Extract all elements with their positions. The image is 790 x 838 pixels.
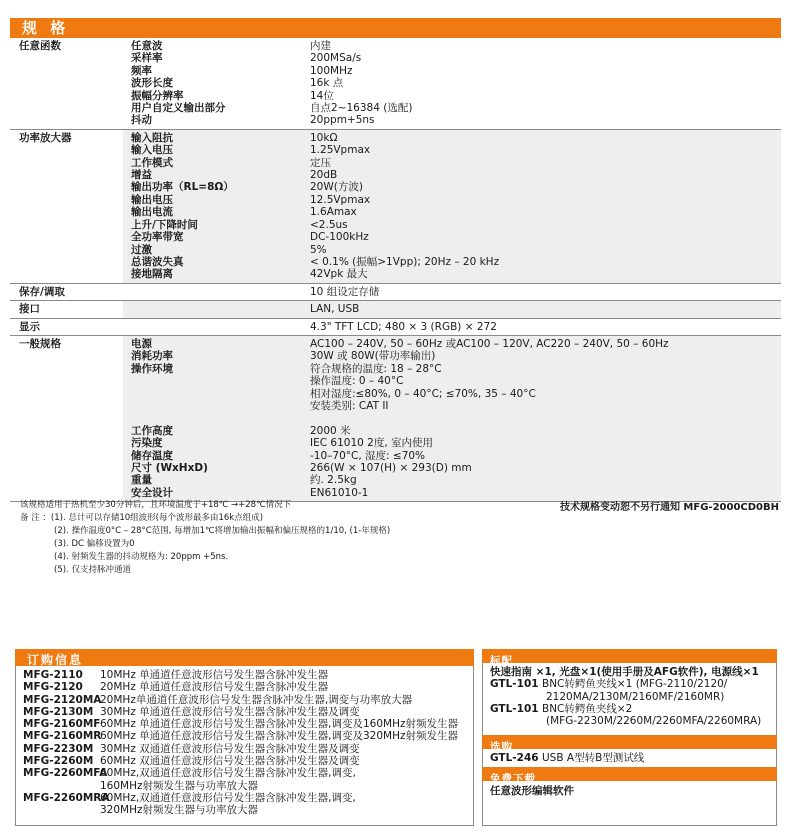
accessory-desc: 2120MA/2130M/2160MF/2160MR) — [546, 690, 725, 703]
order-desc: 160MHz射频发生器与功率放大器 — [100, 779, 259, 792]
accessory-desc: (MFG-2230M/2260M/2260MFA/2260MRA) — [546, 715, 762, 728]
list-item — [23, 730, 458, 742]
spec-category: 显示 — [10, 318, 123, 335]
accessories-intro: 快速指南 ×1, 光盘×1(使用手册及AFG软件), 电源线×1 — [490, 666, 759, 678]
order-desc: 320MHz射频发生器与功率放大器 — [100, 804, 259, 817]
standard-accessories-list — [490, 666, 761, 727]
list-item — [23, 804, 458, 816]
spec-value: 16k 点 — [310, 77, 344, 90]
list-item — [23, 792, 458, 804]
note-line: 该规格适用于热机至少30分钟后，且环境温度于+18℃ →+28℃情况下 — [20, 500, 292, 510]
spec-value: 2000 米 — [310, 424, 351, 437]
spec-value: 100MHz — [310, 64, 353, 77]
spec-value: 200MSa/s — [310, 52, 362, 65]
spec-value: 30W 或 80W(带功率输出) — [310, 350, 436, 363]
spec-label: 输出电压 — [131, 193, 173, 206]
optional-accessories-list — [490, 752, 644, 764]
spec-value: -10–70°C, 湿度: ≤70% — [310, 449, 426, 462]
spec-label — [131, 303, 304, 315]
spec-label: 过激 — [131, 243, 152, 256]
note-line: (4). 射频发生器的抖动规格为: 20ppm +5ns. — [54, 552, 229, 562]
spec-label: 全功率带宽 — [131, 231, 184, 244]
spec-value: 12.5Vpmax — [310, 193, 371, 206]
spec-label: 尺寸 (WxHxD) — [131, 462, 208, 474]
spec-label — [131, 388, 304, 400]
spec-value: 符合规格的温度: 18 – 28°C — [310, 362, 442, 375]
spec-values — [304, 318, 781, 335]
spec-title: 规 格 — [22, 19, 70, 37]
ordering-info-header — [15, 649, 474, 666]
list-item — [490, 752, 644, 764]
order-model: MFG-2120 — [23, 681, 83, 694]
list-item — [23, 694, 458, 706]
spec-label: 输出功率（RL=8Ω） — [131, 181, 234, 194]
accessory-model: GTL-101 — [490, 702, 539, 715]
note-line: (2). 操作温度0°C – 28°C范围, 每增加1℃将增加输出振幅和偏压规格的1/10, (1-年规格) — [54, 526, 391, 536]
spec-row — [10, 318, 781, 335]
spec-value: 10kΩ — [310, 131, 338, 144]
spec-value: 20W(方波) — [310, 181, 363, 194]
order-model: MFG-2130M — [23, 705, 94, 718]
spec-value: 266(W × 107(H) × 293(D) mm — [310, 462, 472, 474]
spec-value: DC-100kHz — [310, 231, 369, 244]
order-desc: 10MHz 单通道任意波形信号发生器含脉冲发生器 — [100, 669, 329, 681]
optional-accessories-header — [482, 735, 777, 753]
free-download-header — [482, 767, 777, 785]
order-model: MFG-2260MRA — [23, 791, 110, 804]
spec-value: 1.6Amax — [310, 206, 357, 219]
free-download-item: 任意波形编辑软件 — [490, 785, 574, 797]
spec-value: 20ppm+5ns — [310, 114, 375, 127]
list-item — [23, 743, 458, 755]
order-desc: 30MHz 单通道任意波形信号发生器含脉冲发生器及调变 — [100, 705, 360, 718]
spec-label: 输出电流 — [131, 206, 173, 219]
spec-labels — [123, 283, 304, 300]
order-desc: 60MHz 单通道任意波形信号发生器含脉冲发生器,调变及160MHz射频发生器 — [100, 718, 459, 731]
ordering-info-title: 订购信息 — [27, 653, 84, 667]
spec-labels — [123, 301, 304, 318]
spec-labels — [123, 318, 304, 335]
order-model: MFG-2160MF — [23, 718, 101, 731]
order-model: MFG-2260M — [23, 755, 94, 768]
spec-label: 波形长度 — [131, 77, 173, 90]
spec-label: 抖动 — [131, 114, 152, 127]
spec-value: 14位 — [310, 89, 334, 102]
order-desc: 60MHz 双通道任意波形信号发生器含脉冲发生器及调变 — [100, 755, 360, 768]
spec-label: 频率 — [131, 64, 152, 77]
order-desc: 60MHz 单通道任意波形信号发生器含脉冲发生器,调变及320MHz射频发生器 — [100, 730, 459, 743]
list-item — [23, 706, 458, 718]
order-desc: 20MHz 单通道任意波形信号发生器含脉冲发生器 — [100, 681, 329, 694]
spec-value: 自点2~16384 (选配) — [310, 102, 413, 115]
spec-values — [304, 38, 781, 129]
spec-values — [304, 283, 781, 300]
accessory-desc: BNC转鳄鱼夹线×1 (MFG-2110/2120/ — [542, 678, 728, 691]
spec-value: 内建 — [310, 40, 331, 52]
order-model — [23, 780, 100, 792]
accessory-model: GTL-246 — [490, 752, 539, 764]
order-desc: 60MHz,双通道任意波形信号发生器含脉冲发生器,调变, — [100, 791, 356, 804]
spec-value: 20dB — [310, 169, 338, 182]
list-item — [23, 780, 458, 792]
spec-label: 输入电压 — [131, 144, 173, 157]
order-desc: 20MHz单通道任意波形信号发生器含脉冲发生器,调变与功率放大器 — [100, 693, 413, 706]
spec-category: 功率放大器 — [10, 129, 123, 283]
order-model: MFG-2110 — [23, 669, 83, 681]
spec-label: 工作模式 — [131, 156, 173, 169]
standard-accessories-title: 标配 — [490, 655, 513, 667]
spec-label: 安全设计 — [131, 486, 173, 499]
spec-value: 4.3" TFT LCD; 480 × 3 (RGB) × 272 — [310, 320, 497, 333]
spec-category: 一般规格 — [10, 335, 123, 501]
spec-labels — [123, 335, 304, 501]
spec-values — [304, 301, 781, 318]
spec-labels — [123, 129, 304, 283]
spec-value: 操作温度: 0 – 40°C — [310, 375, 404, 388]
spec-label: 总谐波失真 — [131, 255, 184, 268]
spec-value: 安装类别: CAT II — [310, 399, 389, 412]
standard-accessories-header — [482, 649, 777, 667]
order-desc: 30MHz 双通道任意波形信号发生器含脉冲发生器及调变 — [100, 742, 360, 755]
accessory-model: GTL-101 — [490, 678, 539, 691]
spec-label: 污染度 — [131, 437, 163, 450]
spec-row — [10, 301, 781, 318]
spec-label — [131, 400, 304, 412]
order-desc: 60MHz,双通道任意波形信号发生器含脉冲发生器,调变, — [100, 767, 356, 780]
accessory-model — [490, 715, 542, 727]
ordering-list — [23, 669, 458, 817]
list-item — [23, 767, 458, 779]
spec-label — [131, 412, 304, 424]
order-model: MFG-2120MA — [23, 693, 102, 706]
spec-label: 任意波 — [131, 40, 163, 52]
accessory-desc: BNC转鳄鱼夹线×2 — [542, 702, 633, 715]
spec-value: 10 组设定存储 — [310, 285, 380, 298]
note-line: (5). 仅支持脉冲通道 — [54, 565, 131, 575]
spec-row — [10, 283, 781, 300]
list-item — [23, 669, 458, 681]
spec-table — [10, 38, 781, 502]
spec-header-bar — [10, 18, 781, 38]
spec-label — [131, 321, 304, 333]
spec-value — [310, 412, 781, 424]
spec-label: 上升/下降时间 — [131, 218, 198, 231]
spec-label: 重量 — [131, 474, 152, 487]
spec-value: 5% — [310, 243, 327, 256]
spec-category: 接口 — [10, 301, 123, 318]
spec-value: 42Vpk 最大 — [310, 268, 368, 281]
accessory-desc: USB A型转B型测试线 — [542, 752, 645, 764]
order-model: MFG-2260MFA — [23, 767, 108, 780]
spec-label: 采样率 — [131, 52, 163, 65]
spec-row — [10, 38, 781, 129]
order-model: MFG-2160MR — [23, 730, 102, 743]
spec-label: 接地隔离 — [131, 268, 173, 281]
list-item — [490, 715, 761, 727]
note-line: 备 注 ：(1). 总计可以存储10组波形(每个波形最多由16k点组成) — [20, 513, 264, 523]
list-item — [490, 678, 761, 690]
list-item — [490, 691, 761, 703]
spec-label: 消耗功率 — [131, 350, 173, 363]
free-download-title: 免费下载 — [490, 773, 536, 785]
spec-value: LAN, USB — [310, 303, 360, 316]
spec-category: 保存/调取 — [10, 283, 123, 300]
spec-value: 相对湿度:≤80%, 0 – 40°C; ≤70%, 35 – 40°C — [310, 387, 536, 400]
list-item — [490, 703, 761, 715]
spec-label: 操作环境 — [131, 362, 173, 375]
spec-label: 工作高度 — [131, 424, 173, 437]
spec-value: IEC 61010 2度, 室内使用 — [310, 437, 433, 450]
list-item — [23, 718, 458, 730]
spec-values — [304, 335, 781, 501]
spec-notes — [20, 499, 390, 577]
spec-row — [10, 129, 781, 283]
spec-category: 任意函数 — [10, 38, 123, 129]
spec-value: <2.5us — [310, 218, 348, 231]
spec-value: EN61010-1 — [310, 486, 369, 499]
spec-label: 电源 — [131, 337, 152, 350]
spec-label: 储存温度 — [131, 449, 173, 462]
spec-value: 定压 — [310, 156, 331, 169]
spec-value: 1.25Vpmax — [310, 144, 371, 157]
spec-row — [10, 335, 781, 501]
spec-label — [131, 286, 304, 298]
spec-label: 输入阻抗 — [131, 131, 173, 144]
spec-value: AC100 – 240V, 50 – 60Hz 或AC100 – 120V, AC220 – 240V, 50 – 60Hz — [310, 337, 669, 350]
spec-change-notice: 技术规格变动恕不另行通知 MFG-2000CD0BH — [559, 502, 779, 513]
spec-label: 用户自定义输出部分 — [131, 102, 226, 115]
order-model: MFG-2230M — [23, 742, 94, 755]
order-model — [23, 804, 100, 816]
optional-accessories-title: 选购 — [490, 741, 513, 753]
list-item — [23, 681, 458, 693]
list-item — [23, 755, 458, 767]
spec-label: 增益 — [131, 169, 152, 182]
spec-label — [131, 375, 304, 387]
note-line: (3). DC 偏移设置为0 — [54, 539, 135, 549]
spec-label: 振幅分辨率 — [131, 89, 184, 102]
spec-value: < 0.1% (振幅>1Vpp); 20Hz – 20 kHz — [310, 255, 500, 268]
spec-values — [304, 129, 781, 283]
spec-value: 约. 2.5kg — [310, 474, 357, 487]
spec-labels — [123, 38, 304, 129]
accessory-model — [490, 691, 542, 703]
